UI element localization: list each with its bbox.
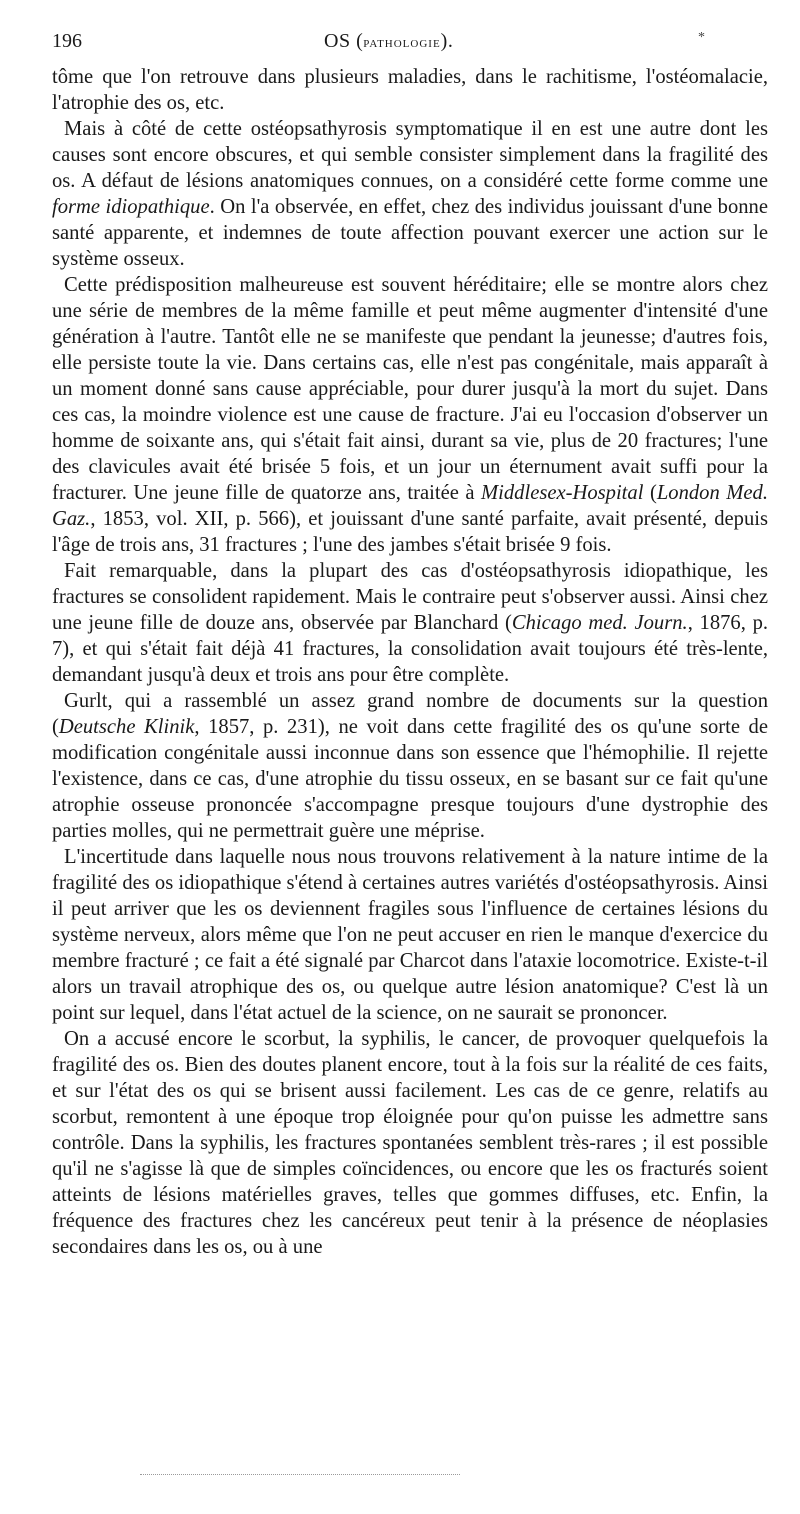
scan-footer-marks (140, 1474, 460, 1477)
italic-citation: Middlesex-Hospital (481, 482, 644, 504)
running-title (324, 30, 453, 53)
running-title-prefix: OS ( (324, 30, 364, 52)
text-run: , 1876, p. 7), et qui s'était fait déjà 41 fractures, la consolidation avait toujours été très-lente, demandant jusqu'à deux et trois ans pour être complète. (52, 612, 769, 686)
paragraph-5 (52, 688, 768, 844)
italic-citation: London Med. Gaz. (52, 482, 768, 530)
text-run: . On l'a observée, en effet, chez des individus jouissant d'une bonne santé apparente, et indemnes de toute affection pouvant exercer une action sur le système osseux. (52, 196, 768, 270)
text-run: Cette prédisposition malheureuse est souvent héréditaire; elle se montre alors chez une série de membres de la même famille et peut même augmenter d'intensité d'une génération à l'autre. Tantôt elle ne se manifeste que pendant la jeunesse; d'autres fois, elle persiste toute la vie. Dans certains cas, elle n'est pas congénitale, mais apparaît à un moment donné sans cause appréciable, pour durer jusqu'à la mort du sujet. Dans ces cas, la moindre violence est une cause de fracture. J'ai eu l'occasion d'observer un homme de soixante ans, qui s'était fait ainsi, durant sa vie, plus de 20 fractures; l'une des clavicules avait été brisée 5 fois, et un jour un éternument avait suffi pour la fracturer. Une jeune fille de quatorze ans, traitée à (52, 274, 768, 504)
running-title-small-caps: pathologie (363, 35, 441, 51)
page-header (52, 28, 768, 64)
paragraph-7 (52, 1026, 768, 1260)
text-run: Fait remarquable, dans la plupart des cas d'ostéopsathyrosis idiopathique, les fractures se consolident rapidement. Mais le contraire peut s'observer aussi. Ainsi chez une jeune fille de douze ans, observée par Blanchard ( (52, 560, 768, 634)
running-title-suffix: ). (440, 30, 454, 52)
italic-citation: Deutsche Klinik (58, 716, 195, 738)
text-run: Mais à côté de cette ostéopsathyrosis symptomatique il en est une autre dont les causes sont encore obscures, et qui semble consister simplement dans la fragilité des os. A défaut de lésions anatomiques connues, on a considéré cette forme comme une (52, 118, 768, 192)
text-run: , 1853, vol. XII, p. 566), et jouissant d'une santé parfaite, avait présenté, depuis l'âge de trois ans, 31 fractures ; l'une des jambes s'était brisée 9 fois. (52, 508, 768, 556)
paragraph-3 (52, 272, 768, 558)
text-run: , 1857, p. 231), ne voit dans cette fragilité des os qu'une sorte de modification congénitale aussi inconnue dans son essence que l'hémophilie. Il rejette l'existence, dans ce cas, d'une atrophie du tissu osseux, en se basant sur ce fait qu'une atrophie osseuse prononcée s'accompagne presque toujours d'une dystrophie des parties molles, qui ne permettrait guère une méprise. (52, 716, 768, 842)
paragraph-4 (52, 558, 768, 688)
italic-citation: Chicago med. Journ. (511, 612, 688, 634)
text-run: L'incertitude dans laquelle nous nous trouvons relativement à la nature intime de la fragilité des os idiopathique s'étend à certaines autres variétés d'ostéopsathyrosis. Ainsi il peut arriver que les os deviennent fragiles sous l'influence de certaines lésions du système nerveux, alors même que l'on ne peut accuser en rien le manque d'exercice du membre fracturé ; ce fait a été signalé par Charcot dans l'ataxie locomotrice. Existe-t-il alors un travail atrophique des os, ou quelque autre lésion anatomique? C'est là un point sur lequel, dans l'état actuel de la science, on ne saurait se prononcer. (52, 846, 769, 1024)
paragraph-1 (52, 64, 768, 116)
text-run: On a accusé encore le scorbut, la syphilis, le cancer, de provoquer quelquefois la fragilité des os. Bien des doutes planent encore, tout à la fois sur la réalité de ces faits, et sur l'état des os qui se brisent aussi facilement. Les cas de ce genre, relatifs au scorbut, remontent à une époque trop éloignée pour qu'on puisse les admettre sans contrôle. Dans la syphilis, les fractures spontanées semblent très-rares ; il est possible qu'il ne s'agisse là que de simples coïncidences, ou encore que les os fracturés soient atteints de lésions matérielles graves, telles que gommes diffuses, etc. Enfin, la fréquence des fractures chez les cancéreux peut tenir à la présence de néoplasies secondaires dans les os, ou à une (52, 1028, 768, 1258)
document-page (52, 28, 768, 1260)
text-run: tôme que l'on retrouve dans plusieurs maladies, dans le rachitisme, l'ostéomalacie, l'atrophie des os, etc. (52, 66, 768, 114)
paragraph-2 (52, 116, 768, 272)
paragraph-6 (52, 844, 768, 1026)
text-run: Gurlt, qui a rassemblé un assez grand nombre de documents sur la question ( (52, 690, 768, 738)
body-text (52, 64, 768, 1260)
italic-term: forme idiopathique (52, 196, 210, 218)
page-number: 196 (52, 30, 82, 52)
corner-mark: * (698, 30, 705, 45)
text-run: ( (643, 482, 657, 504)
